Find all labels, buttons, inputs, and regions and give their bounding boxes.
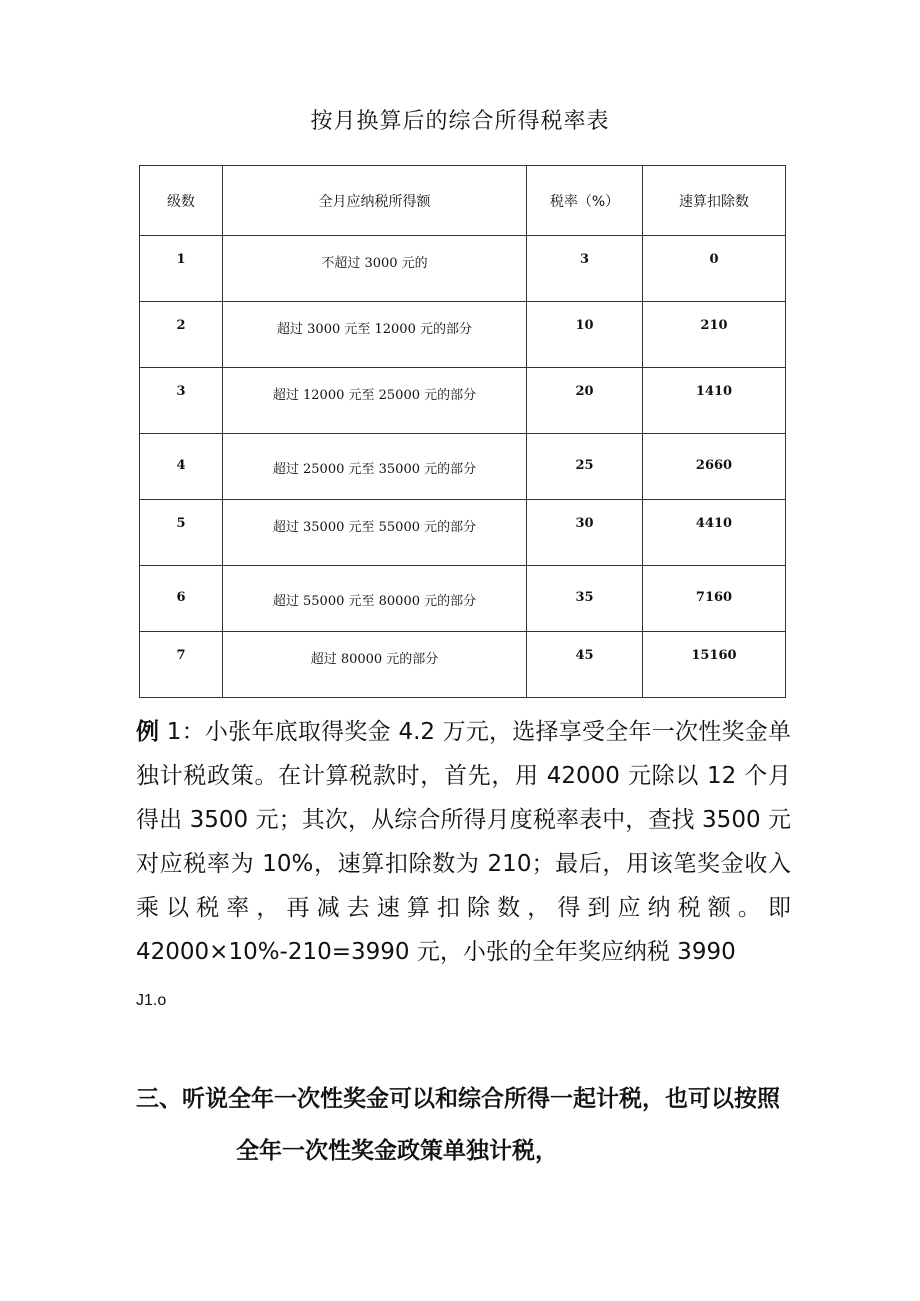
cell-level: 7 [140, 632, 223, 698]
cell-deduction: 4410 [643, 500, 786, 566]
example-paragraph [136, 710, 791, 974]
footnote-text: J1.o [136, 992, 167, 1009]
cell-rate: 45 [527, 632, 643, 698]
cell-income: 超过 80000 元的部分 [223, 632, 527, 698]
header-level: 级数 [140, 166, 223, 236]
cell-rate: 3 [527, 236, 643, 302]
example-text: 1：小张年底取得奖金 4.2 万元，选择享受全年一次性奖金单独计税政策。在计算税款时，首先，用 42000 元除以 12 个月得出 3500 元；其次，从综合所得月度税率表中，查找 3500 元对应税率为 10%，速算扣除数为 210；最后，用该笔奖金收入乘以税率，再减去速算扣除数，得到应纳税额。即 42000×10%-210=3990 元，小张的全年奖应纳税 3990 [136, 719, 791, 965]
cell-deduction: 2660 [643, 434, 786, 500]
cell-level: 6 [140, 566, 223, 632]
cell-level: 1 [140, 236, 223, 302]
header-rate: 税率（%） [527, 166, 643, 236]
section-heading-line-1: 三、听说全年一次性奖金可以和综合所得一起计税，也可以按照 [136, 1086, 780, 1112]
section-heading-line-2: 全年一次性奖金政策单独计税， [236, 1138, 558, 1164]
cell-rate: 10 [527, 302, 643, 368]
table-row [140, 302, 786, 368]
cell-rate: 35 [527, 566, 643, 632]
tax-rate-table [139, 165, 786, 698]
table-row [140, 368, 786, 434]
cell-income: 超过 55000 元至 80000 元的部分 [223, 566, 527, 632]
cell-income: 超过 25000 元至 35000 元的部分 [223, 434, 527, 500]
cell-level: 2 [140, 302, 223, 368]
cell-rate: 25 [527, 434, 643, 500]
cell-income: 超过 35000 元至 55000 元的部分 [223, 500, 527, 566]
table-header-row [140, 166, 786, 236]
cell-level: 3 [140, 368, 223, 434]
page-title: 按月换算后的综合所得税率表 [310, 109, 610, 134]
cell-deduction: 15160 [643, 632, 786, 698]
cell-deduction: 1410 [643, 368, 786, 434]
cell-income: 超过 3000 元至 12000 元的部分 [223, 302, 527, 368]
table-row [140, 500, 786, 566]
example-label: 例 [136, 719, 160, 745]
table-row [140, 236, 786, 302]
table-row [140, 632, 786, 698]
table-row [140, 566, 786, 632]
table-row [140, 434, 786, 500]
header-income: 全月应纳税所得额 [223, 166, 527, 236]
cell-rate: 30 [527, 500, 643, 566]
cell-rate: 20 [527, 368, 643, 434]
cell-level: 5 [140, 500, 223, 566]
cell-income: 超过 12000 元至 25000 元的部分 [223, 368, 527, 434]
cell-level: 4 [140, 434, 223, 500]
cell-deduction: 7160 [643, 566, 786, 632]
cell-deduction: 210 [643, 302, 786, 368]
cell-income: 不超过 3000 元的 [223, 236, 527, 302]
cell-deduction: 0 [643, 236, 786, 302]
header-deduction: 速算扣除数 [643, 166, 786, 236]
